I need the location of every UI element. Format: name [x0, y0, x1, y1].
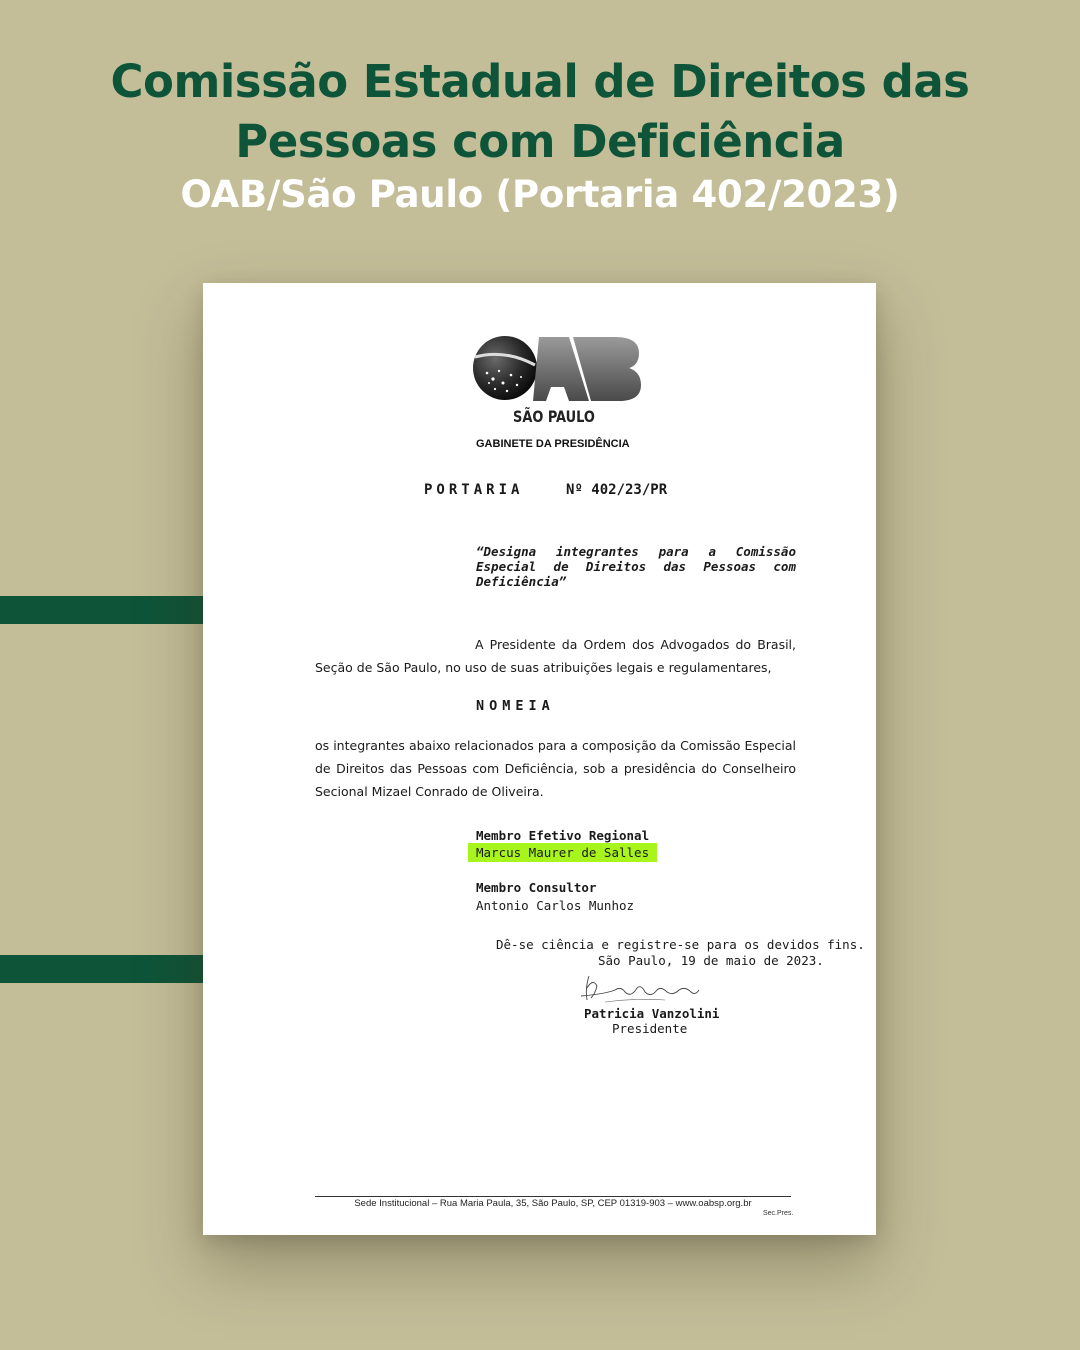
- portaria-label: PORTARIA: [424, 482, 524, 498]
- portaria-number: Nº 402/23/PR: [566, 482, 668, 498]
- closing-text: Dê-se ciência e registre-se para os devidos fins.: [496, 937, 865, 952]
- footer-code: Sec.Pres.: [763, 1210, 794, 1217]
- preamble: A Presidente da Ordem dos Advogados do Brasil, Seção de São Paulo, no uso de suas atribuições legais e regulamentares,: [315, 637, 796, 675]
- signer-name: Patricia Vanzolini: [584, 1006, 720, 1021]
- main-paragraph: os integrantes abaixo relacionados para a composição da Comissão Especial de Direitos das Pessoas com Deficiência, sob a presidência do Conselheiro Secional Mizael Conrado de Oliveira.: [315, 738, 796, 799]
- footer-address: Sede Institucional – Rua Maria Paula, 35, São Paulo, SP, CEP 01319-903 – www.oabsp.org.br: [354, 1198, 752, 1209]
- title-line-2: Pessoas com Deficiência: [235, 115, 845, 168]
- member-role: Membro Consultor: [476, 880, 597, 895]
- footer-divider: [315, 1196, 791, 1197]
- decorative-stripe-top: [0, 596, 203, 624]
- member-name: Antonio Carlos Munhoz: [476, 898, 635, 913]
- title-line-1: Comissão Estadual de Direitos das: [110, 55, 970, 108]
- document-date: São Paulo, 19 de maio de 2023.: [598, 953, 824, 968]
- signer-role: Presidente: [612, 1021, 688, 1036]
- member-name-highlighted: Marcus Maurer de Salles: [468, 843, 657, 862]
- office-name: GABINETE DA PRESIDÊNCIA: [476, 438, 630, 450]
- verb-nomeia: NOMEIA: [476, 698, 555, 714]
- member-role: Membro Efetivo Regional: [476, 828, 650, 843]
- subtitle: OAB/São Paulo (Portaria 402/2023): [180, 173, 900, 216]
- logo-city: SÃO PAULO: [513, 407, 595, 426]
- ementa: “Designa integrantes para a Comissão Especial de Direitos das Pessoas com Deficiência”: [476, 544, 796, 589]
- oab-logo: [473, 335, 641, 405]
- document-page: [203, 283, 876, 1235]
- decorative-stripe-bottom: [0, 955, 203, 983]
